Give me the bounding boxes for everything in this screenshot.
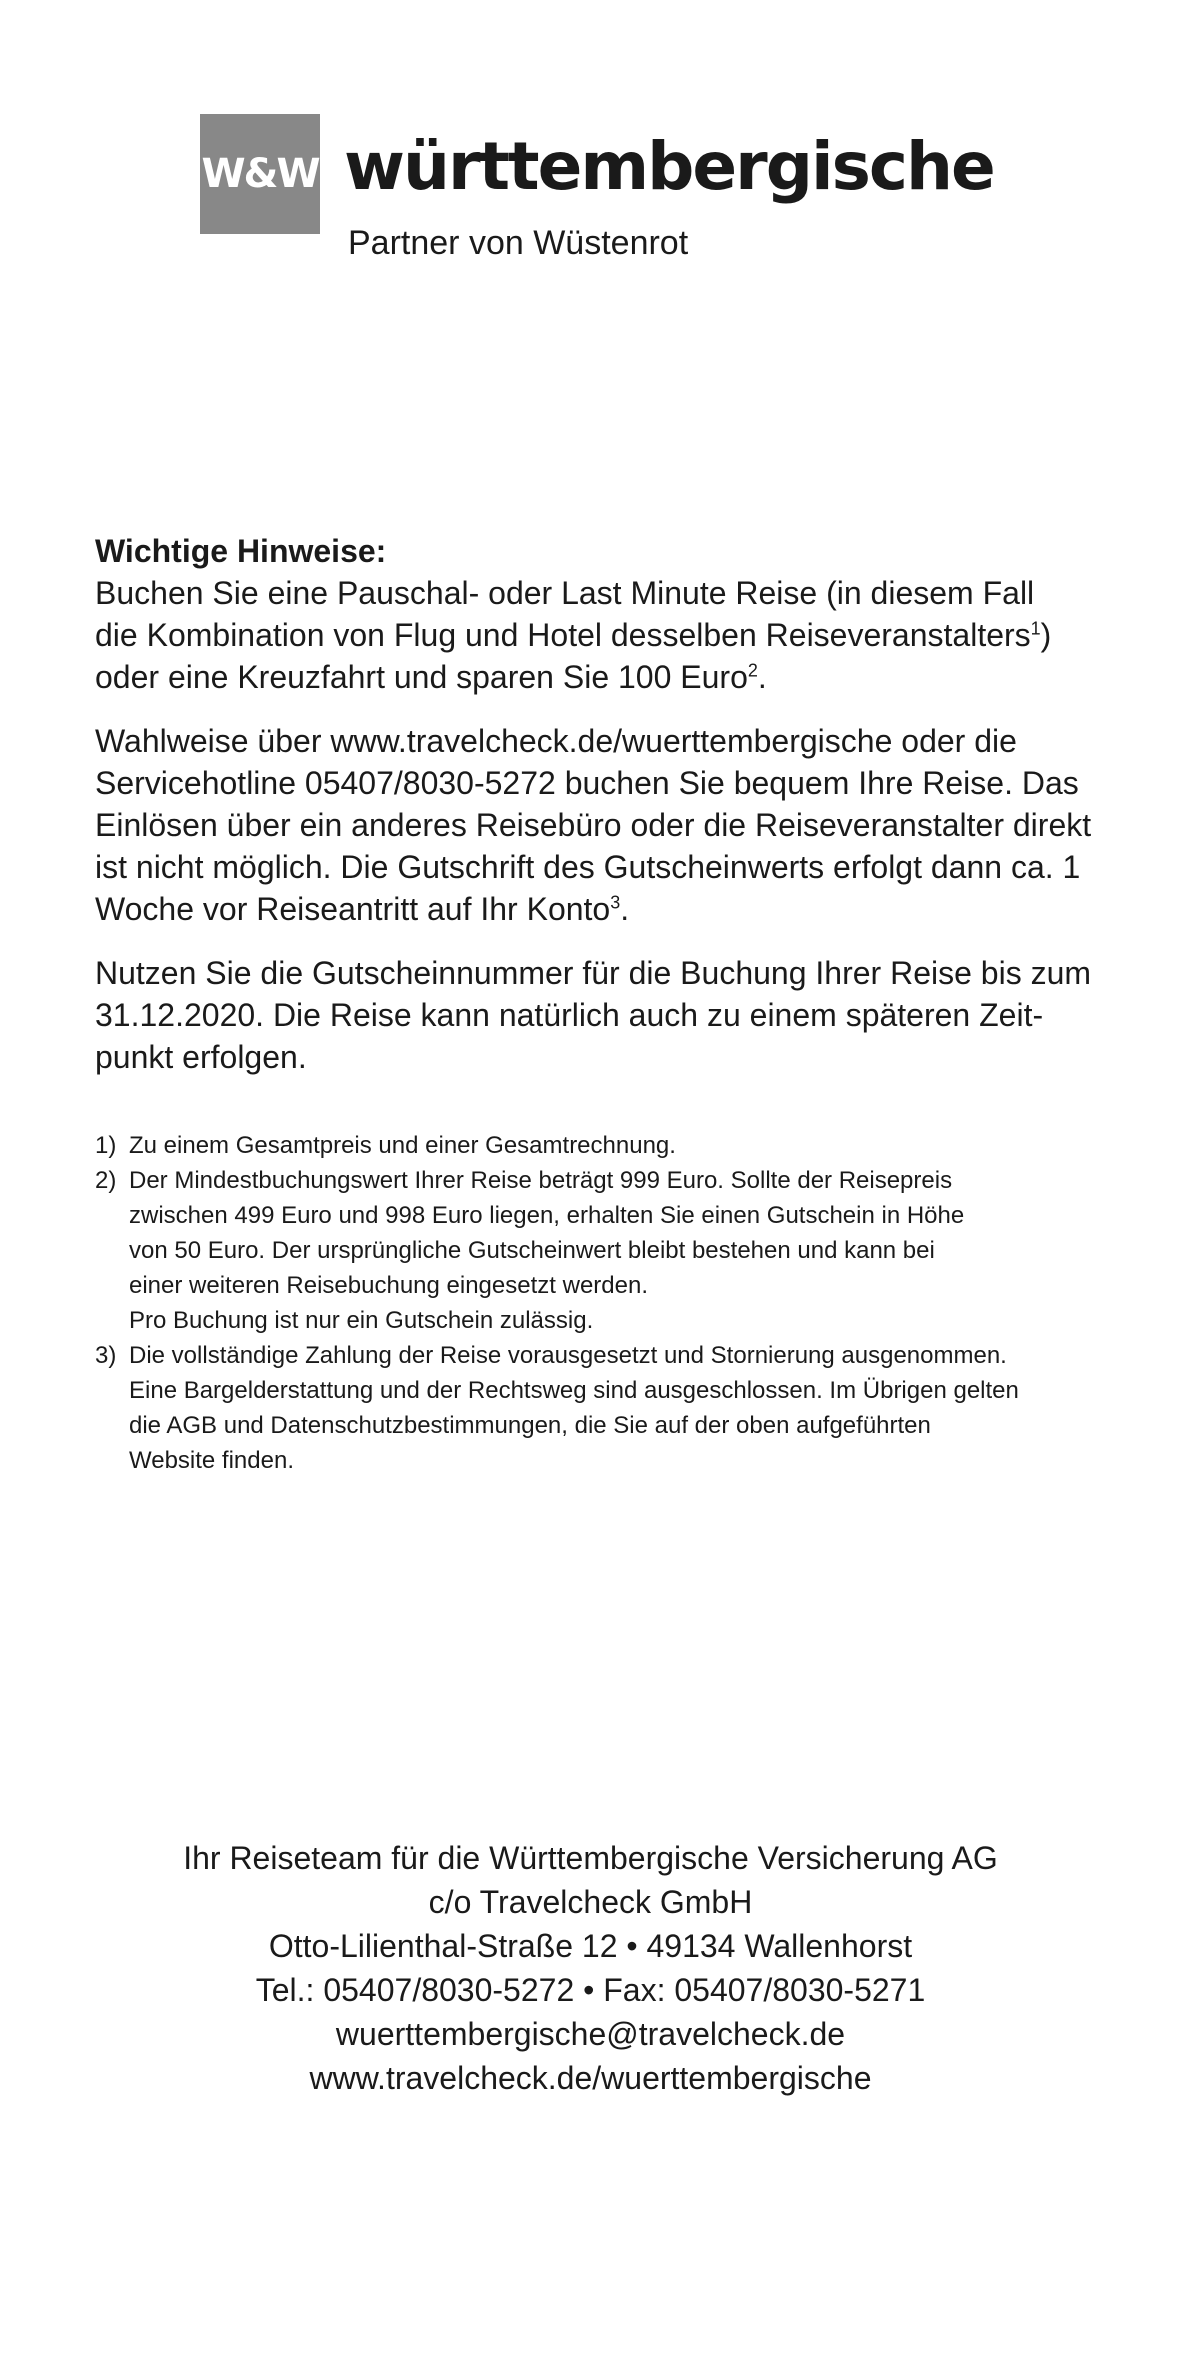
important-notices — [95, 530, 1145, 1100]
contact-block — [0, 1836, 1181, 2100]
notice-line: punkt erfolgen. — [95, 1039, 307, 1075]
footnote-line: Die vollständige Zahlung der Reise vorausgesetzt und Stornierung ausgenommen. — [129, 1342, 1007, 1369]
notice-line: Woche vor Reiseantritt auf Ihr Konto — [95, 891, 611, 927]
logo-tagline: Partner von Wüstenrot — [348, 224, 689, 262]
footnote-line: Eine Bargelderstattung und der Rechtsweg sind ausgeschlossen. Im Übrigen gelten — [129, 1377, 1019, 1404]
footnote-ref: 3 — [610, 892, 621, 913]
contact-company: c/o Travelcheck GmbH — [428, 1884, 753, 1920]
footnote-ref: 2 — [747, 660, 758, 681]
notice-line: Nutzen Sie die Gutscheinnummer für die Buchung Ihrer Reise bis zum — [95, 955, 1092, 991]
contact-phone-fax: Tel.: 05407/8030-5272 • Fax: 05407/8030-5271 — [255, 1972, 926, 2008]
footnote-item — [95, 1163, 1155, 1338]
contact-address: Otto-Lilienthal-Straße 12 • 49134 Wallenhorst — [268, 1928, 913, 1964]
contact-email: wuerttembergische@travelcheck.de — [335, 2016, 846, 2052]
notice-line: Wahlweise über www.travelcheck.de/wuerttembergische oder die — [95, 723, 1017, 759]
footnote-item — [95, 1338, 1155, 1478]
notice-paragraph-booking — [95, 572, 1145, 698]
notice-line-end: ) — [1040, 617, 1052, 653]
notice-line: 31.12.2020. Die Reise kann natürlich auch zu einem späteren Zeit- — [95, 997, 1044, 1033]
footnote-line: von 50 Euro. Der ursprüngliche Gutscheinwert bleibt bestehen und kann bei — [129, 1237, 935, 1264]
notices-heading: Wichtige Hinweise: — [95, 533, 387, 569]
notice-line: Einlösen über ein anderes Reisebüro oder die Reiseveranstalter direkt — [95, 807, 1092, 843]
notice-line: oder eine Kreuzfahrt und sparen Sie 100 Euro — [95, 659, 748, 695]
notice-paragraph-hotline — [95, 720, 1145, 930]
notice-line-end: . — [757, 659, 767, 695]
footnote-line: die AGB und Datenschutzbestimmungen, die Sie auf der oben aufgeführten — [129, 1412, 931, 1439]
footnotes-list — [95, 1128, 1155, 1478]
logo-mark-text: W&W — [201, 151, 319, 197]
footnote-line: Der Mindestbuchungswert Ihrer Reise beträgt 999 Euro. Sollte der Reisepreis — [129, 1167, 953, 1194]
notice-line: Servicehotline 05407/8030-5272 buchen Sie bequem Ihre Reise. Das — [95, 765, 1079, 801]
footnote-item — [95, 1128, 1155, 1163]
contact-website: www.travelcheck.de/wuerttembergische — [309, 2060, 872, 2096]
notice-paragraph-validity — [95, 952, 1145, 1078]
footnote-number: 1) — [95, 1132, 117, 1159]
footnote-line: Zu einem Gesamtpreis und einer Gesamtrechnung. — [129, 1132, 676, 1159]
logo-wordmark: württembergische — [344, 128, 994, 205]
footnote-line: zwischen 499 Euro und 998 Euro liegen, erhalten Sie einen Gutschein in Höhe — [129, 1202, 965, 1229]
notice-line-end: . — [620, 891, 630, 927]
notice-line: Buchen Sie eine Pauschal- oder Last Minute Reise (in diesem Fall — [95, 575, 1035, 611]
footnote-number: 3) — [95, 1342, 117, 1369]
contact-team: Ihr Reiseteam für die Württembergische Versicherung AG — [183, 1840, 998, 1876]
footnote-ref: 1 — [1030, 618, 1041, 639]
footnote-line: Website finden. — [129, 1447, 294, 1474]
notice-line: ist nicht möglich. Die Gutschrift des Gutscheinwerts erfolgt dann ca. 1 — [95, 849, 1081, 885]
footnote-number: 2) — [95, 1167, 117, 1194]
footnote-line: Pro Buchung ist nur ein Gutschein zulässig. — [129, 1307, 594, 1334]
company-logo — [200, 114, 994, 274]
logo-mark-icon — [200, 114, 320, 234]
footnote-line: einer weiteren Reisebuchung eingesetzt werden. — [129, 1272, 648, 1299]
notice-line: die Kombination von Flug und Hotel desselben Reiseveranstalters — [95, 617, 1031, 653]
